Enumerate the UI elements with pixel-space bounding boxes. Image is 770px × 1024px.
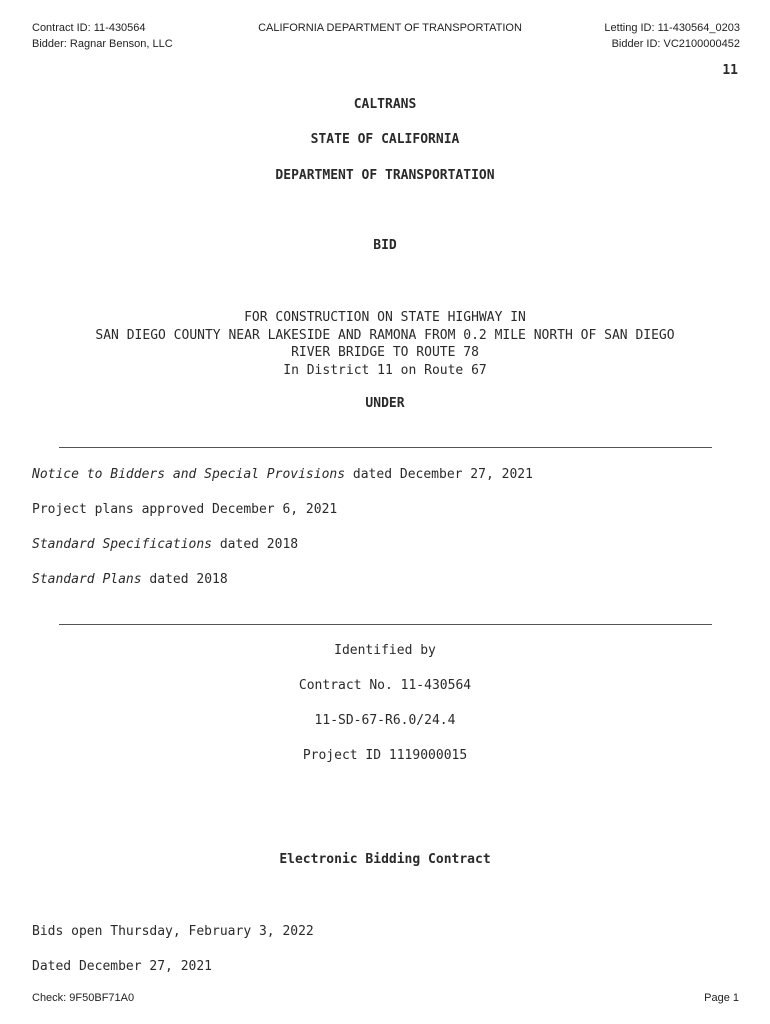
project-description [0,309,770,379]
divider-bottom [59,624,712,625]
std-plans-title: Standard Plans [32,572,142,587]
page-marker: 11 [722,63,738,78]
footer-page-number: Page 1 [704,992,739,1004]
contract-type: Electronic Bidding Contract [279,852,491,867]
notice-date: dated December 27, 2021 [345,467,533,482]
dated-date: Dated December 27, 2021 [32,959,213,974]
project-id: Project ID 1119000015 [302,748,468,763]
under-heading: UNDER [365,396,405,411]
title-state: STATE OF CALIFORNIA [310,132,460,147]
std-specs-date: dated 2018 [212,537,299,552]
location-code: 11-SD-67-R6.0/24.4 [314,713,456,728]
notice-title: Notice to Bidders and Special Provisions [32,467,346,482]
project-line-4: In District 11 on Route 67 [283,362,487,378]
project-line-2: SAN DIEGO COUNTY NEAR LAKESIDE AND RAMONA FROM 0.2 MILE NORTH OF SAN DIEGO [95,327,675,343]
footer-check: Check: 9F50BF71A0 [32,992,135,1004]
bidder-id: Bidder ID: VC2100000452 [611,38,740,50]
project-line-3: RIVER BRIDGE TO ROUTE 78 [291,345,479,360]
contract-number: Contract No. 11-430564 [298,678,472,693]
identified-by: Identified by [334,643,436,658]
title-department: DEPARTMENT OF TRANSPORTATION [275,168,495,183]
bidder-name: Bidder: Ragnar Benson, LLC [32,38,173,50]
title-bid: BID [373,238,397,253]
standard-specifications [32,537,298,552]
title-caltrans: CALTRANS [353,97,417,112]
bids-open-date: Bids open Thursday, February 3, 2022 [32,924,314,939]
header-right [604,20,740,52]
header-agency: CALIFORNIA DEPARTMENT OF TRANSPORTATION [258,22,522,34]
contract-id: Contract ID: 11-430564 [32,22,146,34]
project-line-1: FOR CONSTRUCTION ON STATE HIGHWAY IN [244,310,526,325]
std-specs-title: Standard Specifications [32,537,213,552]
standard-plans [32,572,228,587]
std-plans-date: dated 2018 [141,572,228,587]
project-plans: Project plans approved December 6, 2021 [32,502,338,517]
letting-id: Letting ID: 11-430564_0203 [604,22,740,34]
divider-top [59,447,712,448]
notice-to-bidders [32,467,533,482]
